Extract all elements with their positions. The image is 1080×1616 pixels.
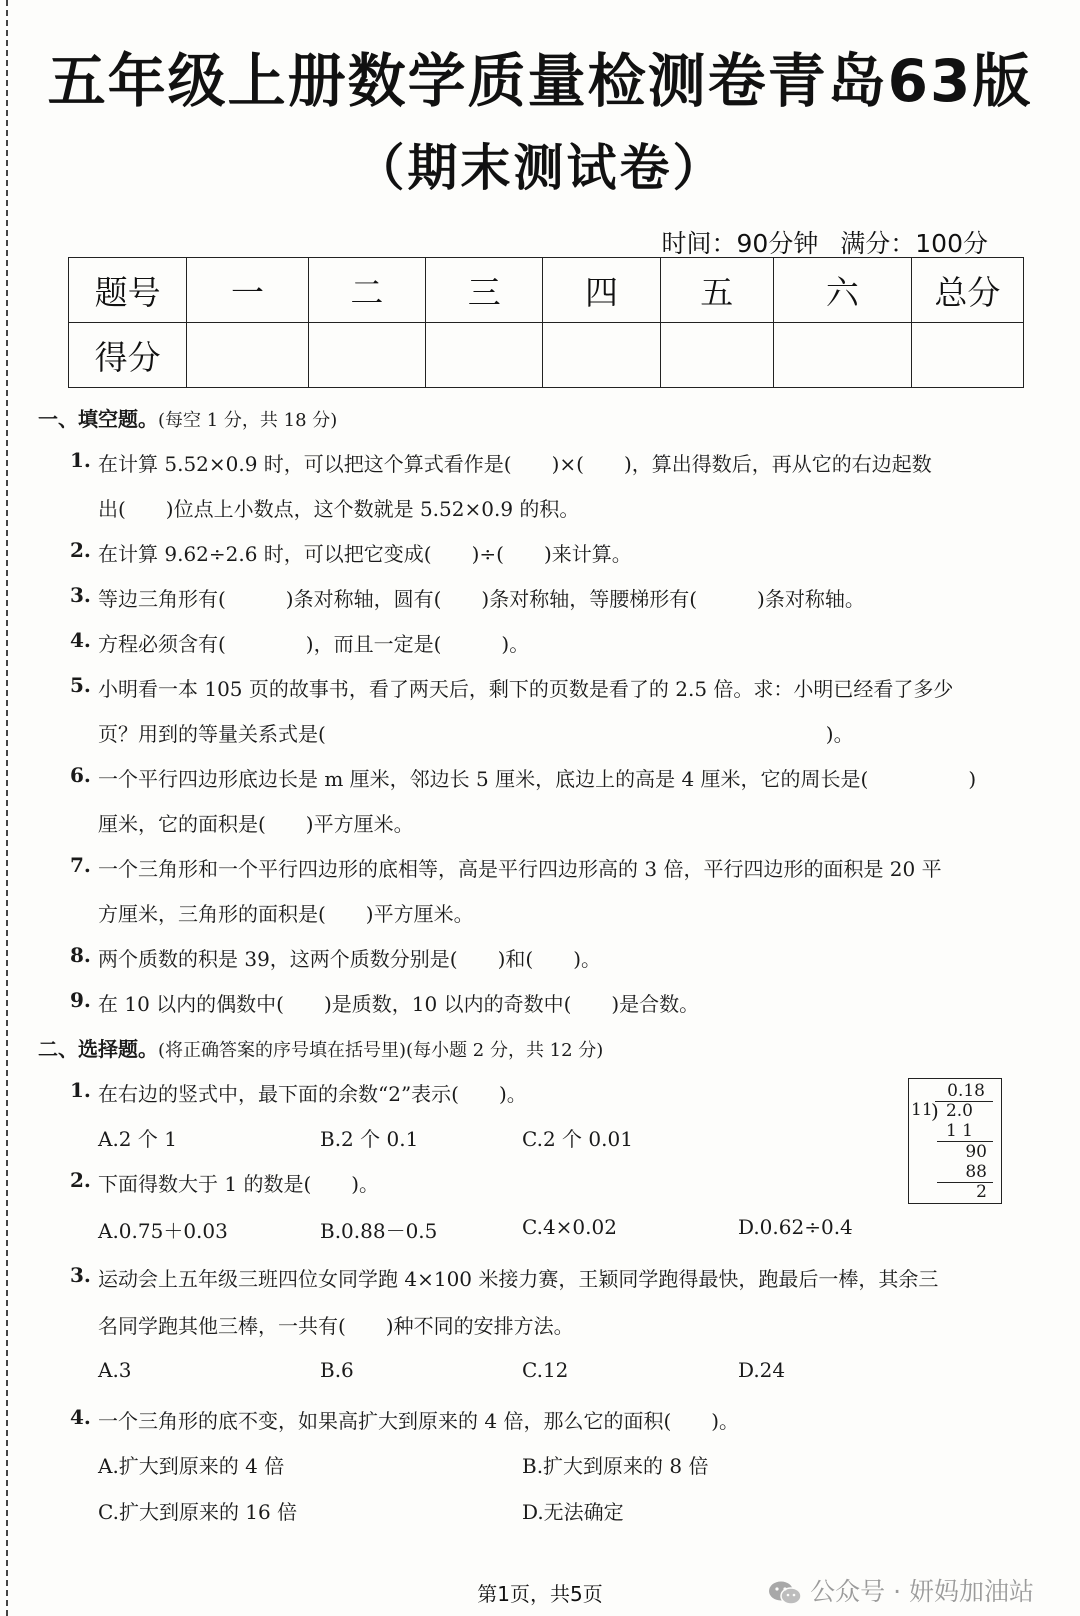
question-text: 一个三角形的底不变，如果高扩大到原来的 4 倍，那么它的面积( )。: [98, 1409, 740, 1433]
question-text: 在计算 5.52×0.9 时，可以把这个算式看作是( )×( )，算出得数后，再从它的右边起数: [98, 452, 932, 476]
score-cell[interactable]: [660, 323, 773, 388]
answer-option[interactable]: B.6: [320, 1358, 354, 1382]
question-text: 等边三角形有( )条对称轴，圆有( )条对称轴，等腰梯形有( )条对称轴。: [98, 587, 865, 611]
division-subtrahend: 88: [965, 1162, 987, 1182]
score-table-score-row: [69, 323, 1024, 388]
question-number: 4.: [70, 1405, 91, 1429]
question-number: 4.: [70, 628, 91, 652]
page-footer: 第1页，共5页: [477, 1582, 603, 1606]
watermark: [768, 1572, 1034, 1608]
score-cell[interactable]: [911, 323, 1023, 388]
question-text: 在右边的竖式中，最下面的余数“2”表示( )。: [98, 1082, 527, 1106]
score-header: 六: [773, 258, 911, 323]
score-header: 三: [426, 258, 543, 323]
question-text: 一个三角形和一个平行四边形的底相等，高是平行四边形高的 3 倍，平行四边形的面积是 20 平: [98, 857, 942, 881]
question-text: 运动会上五年级三班四位女同学跑 4×100 米接力赛，王颖同学跑得最快，跑最后一棒，其余三: [98, 1267, 939, 1291]
answer-option[interactable]: A.2 个 1: [98, 1127, 177, 1151]
long-division-figure: [908, 1078, 1002, 1204]
score-header: 二: [308, 258, 425, 323]
question-number: 6.: [70, 763, 91, 787]
question-number: 7.: [70, 853, 91, 877]
division-dividend: 2.0: [945, 1101, 973, 1121]
question-text: 名同学跑其他三棒，一共有( )种不同的安排方法。: [98, 1314, 574, 1338]
answer-option[interactable]: D.0.62÷0.4: [738, 1215, 853, 1239]
question-number: 9.: [70, 988, 91, 1012]
answer-option[interactable]: C.扩大到原来的 16 倍: [98, 1500, 298, 1524]
page-title: 五年级上册数学质量检测卷青岛63版: [47, 47, 1033, 115]
exam-time: 时间：90分钟: [661, 229, 819, 258]
page-subtitle: （期末测试卷）: [354, 139, 726, 197]
question-text: 方程必须含有( )，而且一定是( )。: [98, 632, 530, 656]
answer-option[interactable]: A.扩大到原来的 4 倍: [98, 1454, 285, 1478]
score-header: 五: [660, 258, 773, 323]
answer-option[interactable]: B.扩大到原来的 8 倍: [522, 1454, 709, 1478]
question-text: 厘米，它的面积是( )平方厘米。: [98, 812, 414, 836]
question-text: 方厘米，三角形的面积是( )平方厘米。: [98, 902, 474, 926]
score-cell[interactable]: [187, 323, 308, 388]
score-cell[interactable]: [543, 323, 660, 388]
answer-option[interactable]: B.0.88－0.5: [320, 1219, 438, 1243]
answer-option[interactable]: A.3: [98, 1358, 132, 1382]
section-fill-title: [38, 403, 337, 432]
score-header: 四: [543, 258, 660, 323]
question-number: 5.: [70, 673, 91, 697]
question-number: 3.: [70, 583, 91, 607]
score-cell[interactable]: [426, 323, 543, 388]
question-number: 2.: [70, 1168, 91, 1192]
answer-option[interactable]: D.24: [738, 1358, 786, 1382]
answer-option[interactable]: A.0.75＋0.03: [98, 1219, 228, 1243]
score-header: 一: [187, 258, 308, 323]
division-divisor: 11: [911, 1100, 933, 1120]
question-number: 3.: [70, 1263, 91, 1287]
question-text: 下面得数大于 1 的数是( )。: [98, 1172, 380, 1196]
answer-option[interactable]: B.2 个 0.1: [320, 1127, 419, 1151]
answer-option[interactable]: C.2 个 0.01: [522, 1127, 633, 1151]
watermark-text: 公众号 · 妍妈加油站: [810, 1577, 1034, 1606]
question-text: 在 10 以内的偶数中( )是质数，10 以内的奇数中( )是合数。: [98, 992, 700, 1016]
section-choice-note: (将正确答案的序号填在括号里)(每小题 2 分，共 12 分): [158, 1040, 604, 1061]
question-text: 小明看一本 105 页的故事书，看了两天后，剩下的页数是看了的 2.5 倍。求：小明已经看了多少: [98, 677, 954, 701]
wechat-icon: [768, 1580, 802, 1606]
division-bracket: ): [931, 1099, 939, 1123]
score-row-label: 得分: [69, 323, 187, 388]
score-table: [68, 257, 1024, 388]
answer-option[interactable]: C.4×0.02: [522, 1215, 617, 1239]
score-cell[interactable]: [308, 323, 425, 388]
question-text: 出( )位点上小数点，这个数就是 5.52×0.9 的积。: [98, 497, 580, 521]
answer-option[interactable]: D.无法确定: [522, 1500, 624, 1524]
section-choice-heading: 二、选择题。: [38, 1037, 158, 1061]
score-header: 题号: [69, 258, 187, 323]
binding-line: [6, 0, 8, 1616]
question-number: 8.: [70, 943, 91, 967]
question-text: 在计算 9.62÷2.6 时，可以把它变成( )÷( )来计算。: [98, 542, 632, 566]
question-number: 2.: [70, 538, 91, 562]
score-cell[interactable]: [773, 323, 911, 388]
score-table-header-row: [69, 258, 1024, 323]
question-text: 两个质数的积是 39，这两个质数分别是( )和( )。: [98, 947, 602, 971]
division-quotient: 0.18: [947, 1081, 985, 1101]
section-fill-note: (每空 1 分，共 18 分): [158, 410, 338, 431]
question-text: 一个平行四边形底边长是 m 厘米，邻边长 5 厘米，底边上的高是 4 厘米，它的周长是( ): [98, 767, 977, 791]
exam-full-score: 满分：100分: [840, 229, 988, 258]
score-header: 总分: [911, 258, 1023, 323]
exam-meta: [648, 224, 988, 260]
question-number: 1.: [70, 1078, 91, 1102]
division-subtrahend: 1 1: [945, 1121, 973, 1141]
section-fill-heading: 一、填空题。: [38, 407, 158, 431]
question-text: 页？用到的等量关系式是( )。: [98, 722, 854, 746]
division-final-remainder: 2: [976, 1182, 987, 1202]
answer-option[interactable]: C.12: [522, 1358, 569, 1382]
question-number: 1.: [70, 448, 91, 472]
section-choice-title: [38, 1033, 603, 1062]
division-remainder: 90: [965, 1142, 987, 1162]
